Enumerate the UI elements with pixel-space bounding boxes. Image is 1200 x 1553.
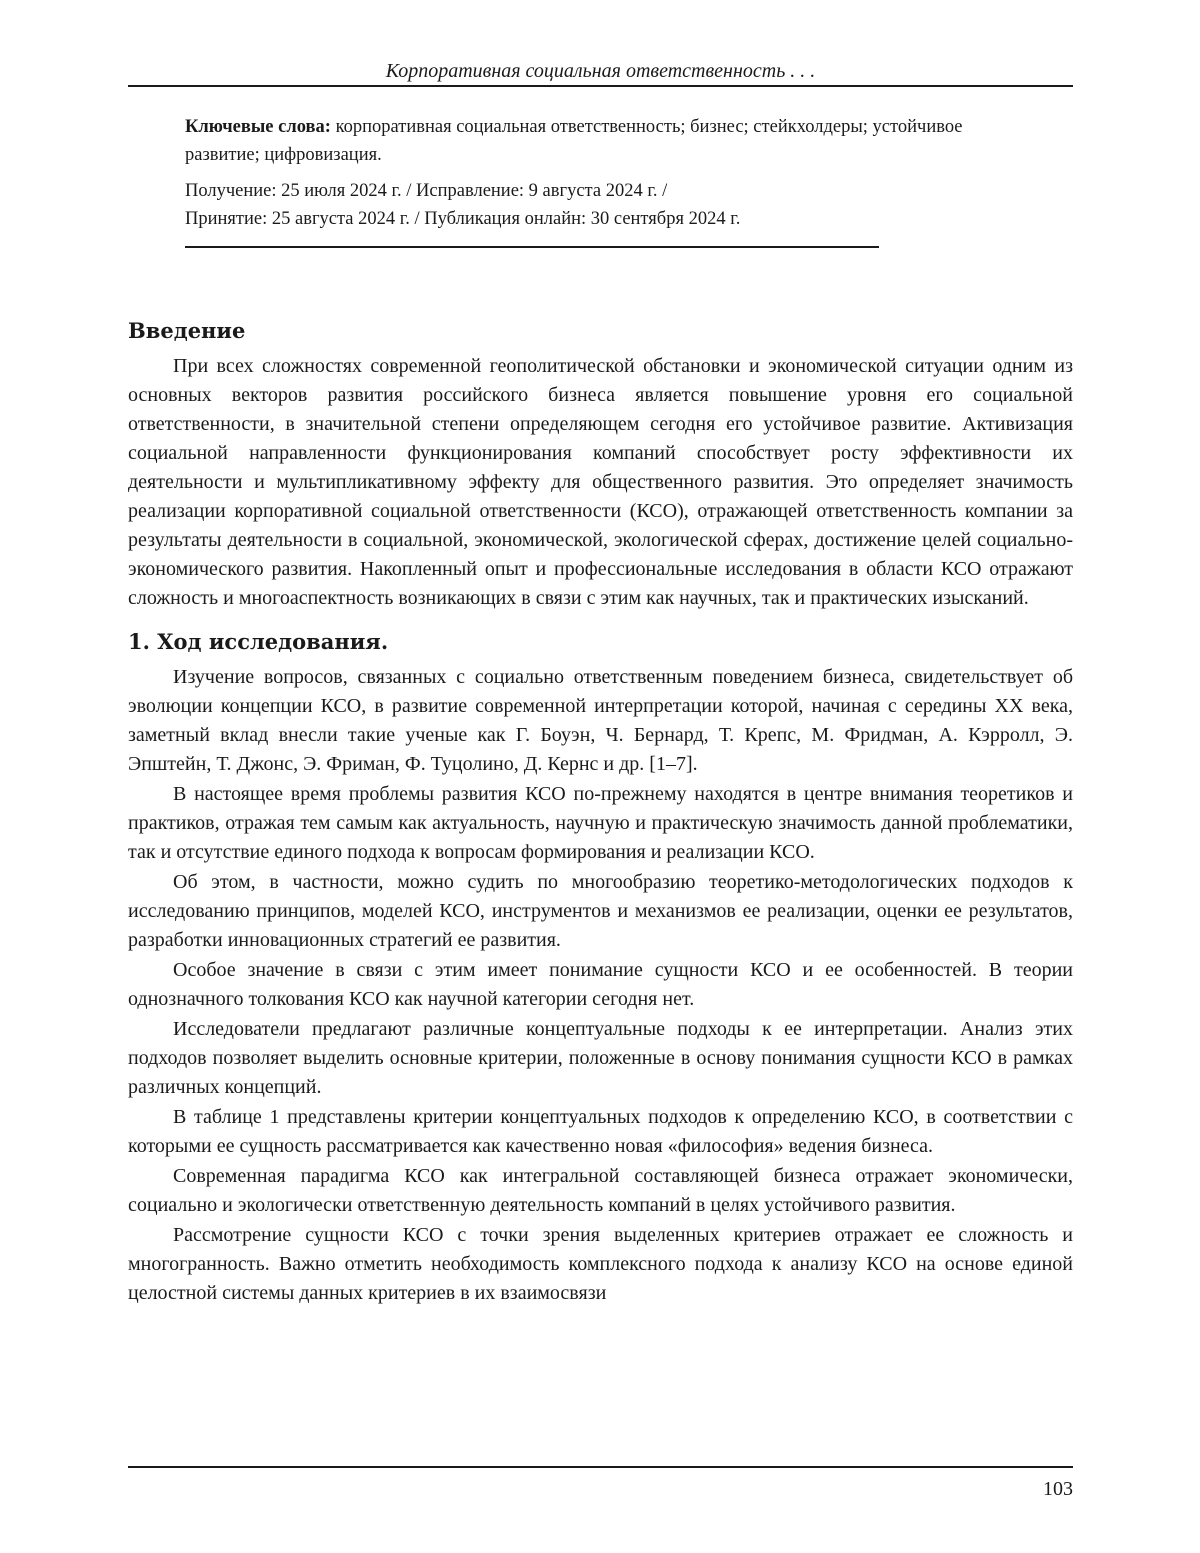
keywords-text: корпоративная социальная ответственность; бизнес; стейкхолдеры; устойчивое развитие; цифровизация. [185,117,963,165]
body-paragraph: Исследователи предлагают различные концептуальные подходы к ее интерпретации. Анализ этих подходов позволяет выделить основные критерии, положенные в основу понимания сущности КСО в рамках различных концепций. [128,1015,1073,1102]
section-1-heading: 1. Ход исследования. [128,625,1073,659]
journal-page [128,0,1073,1553]
intro-heading: Введение [128,314,1073,348]
body-paragraph: Об этом, в частности, можно судить по многообразию теоретико-методологических подходов к исследованию принципов, моделей КСО, инструментов и механизмов ее реализации, оценки ее результатов, разработки инновационных стратегий ее развития. [128,868,1073,955]
page-number: 103 [1043,1478,1073,1501]
running-header: Корпоративная социальная ответственность . . . [128,60,1073,83]
abstract-block [185,113,1035,233]
body-paragraph: В таблице 1 представлены критерии концептуальных подходов к определению КСО, в соответствии с которыми ее сущность рассматривается как качественно новая «философия» ведения бизнеса. [128,1103,1073,1161]
body-paragraph: Изучение вопросов, связанных с социально ответственным поведением бизнеса, свидетельствует об эволюции концепции КСО, в развитие современной интерпретации которой, начиная с середины XX века, заметный вклад внесли такие ученые как Г. Боуэн, Ч. Бернард, Т. Крепс, М. Фридман, А. Кэрролл, Э. Эпштейн, Т. Джонс, Э. Фриман, Ф. Туцолино, Д. Кернс и др. [1–7]. [128,663,1073,779]
header-rule [128,85,1073,87]
abstract-rule [185,246,879,248]
keywords [185,113,1035,169]
footer-rule [128,1466,1073,1468]
dates-line-2: Принятие: 25 августа 2024 г. / Публикация онлайн: 30 сентября 2024 г. [185,205,1035,233]
keywords-label: Ключевые слова: [185,117,331,137]
article-body [128,314,1073,1309]
intro-paragraph: При всех сложностях современной геополитической обстановки и экономической ситуации одним из основных векторов развития российского бизнеса является повышение уровня его социальной ответственности, в значительной степени определяющем сегодня его устойчивое развитие. Активизация социальной направленности функционирования компаний способствует росту эффективности их деятельности и мультипликативному эффекту для общественного развития. Это определяет значимость реализации корпоративной социальной ответственности (КСО), отражающей ответственность компании за результаты деятельности в социальной, экономической, экологической сферах, достижение целей социально-экономического развития. Накопленный опыт и профессиональные исследования в области КСО отражают сложность и многоаспектность возникающих в связи с этим как научных, так и практических изысканий. [128,352,1073,613]
dates-line-1: Получение: 25 июля 2024 г. / Исправление: 9 августа 2024 г. / [185,177,1035,205]
body-paragraph: В настоящее время проблемы развития КСО по-прежнему находятся в центре внимания теоретиков и практиков, отражая тем самым как актуальность, научную и практическую значимость данной проблематики, так и отсутствие единого подхода к вопросам формирования и реализации КСО. [128,780,1073,867]
body-paragraph: Рассмотрение сущности КСО с точки зрения выделенных критериев отражает ее сложность и многогранность. Важно отметить необходимость комплексного подхода к анализу КСО на основе единой целостной системы данных критериев в их взаимосвязи [128,1221,1073,1308]
body-paragraph: Современная парадигма КСО как интегральной составляющей бизнеса отражает экономически, социально и экологически ответственную деятельность компаний в целях устойчивого развития. [128,1162,1073,1220]
body-paragraph: Особое значение в связи с этим имеет понимание сущности КСО и ее особенностей. В теории однозначного толкования КСО как научной категории сегодня нет. [128,956,1073,1014]
article-dates [185,177,1035,233]
